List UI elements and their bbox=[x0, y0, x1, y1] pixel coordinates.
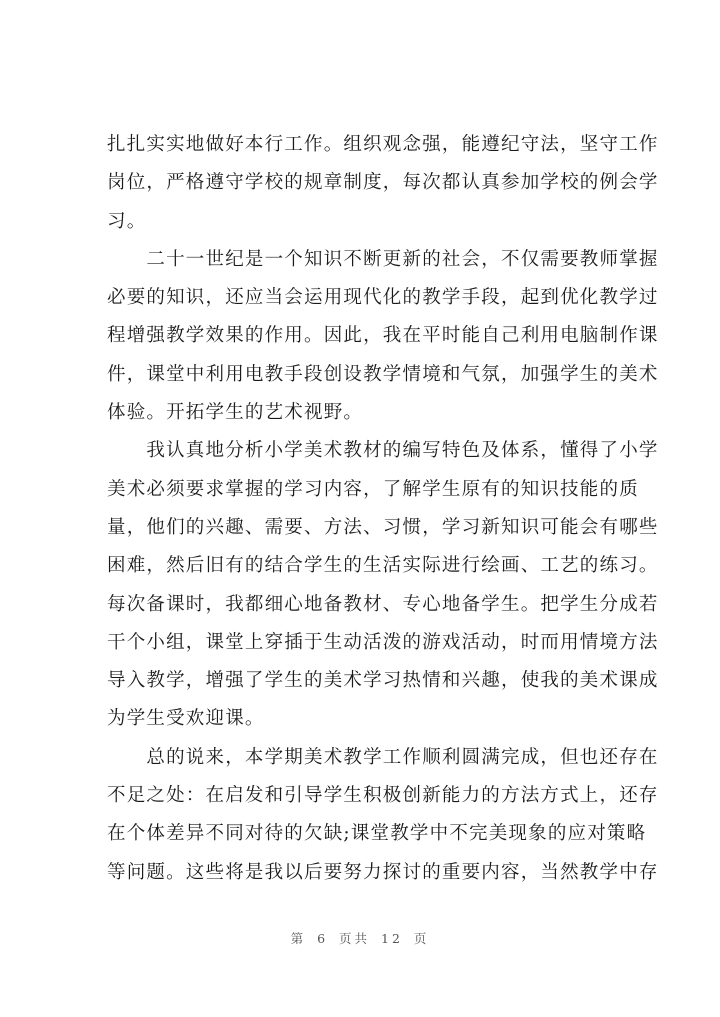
text-line: 导入教学，增强了学生的美术学习热情和兴趣，使我的美术课成 bbox=[107, 670, 659, 692]
footer-current-page: 6 bbox=[317, 931, 329, 946]
text-line: 岗位，严格遵守学校的规章制度，每次都认真参加学校的例会学 bbox=[107, 172, 659, 194]
text-line: 总的说来，本学期美术教学工作顺利圆满完成，但也还存在 bbox=[107, 746, 659, 768]
paragraph-1 bbox=[107, 126, 659, 241]
text-line: 程增强教学效果的作用。因此，我在平时能自己利用电脑制作课 bbox=[107, 325, 659, 347]
text-line: 每次备课时，我都细心地备教材、专心地备学生。把学生分成若 bbox=[107, 593, 659, 615]
text-line: 量，他们的兴趣、需要、方法、习惯，学习新知识可能会有哪些 bbox=[107, 516, 659, 538]
paragraph-2 bbox=[107, 241, 659, 432]
text-line: 为学生受欢迎课。 bbox=[107, 708, 265, 730]
paragraph-4 bbox=[107, 739, 659, 892]
text-line: 困难，然后旧有的结合学生的生活实际进行绘画、工艺的练习。 bbox=[107, 555, 659, 577]
page-footer bbox=[0, 929, 720, 947]
footer-prefix: 第 bbox=[290, 931, 307, 946]
text-line: 必要的知识，还应当会运用现代化的教学手段，起到优化教学过 bbox=[107, 287, 659, 309]
footer-middle: 页共 bbox=[339, 931, 371, 946]
text-line: 等问题。这些将是我以后要努力探讨的重要内容，当然教学中存 bbox=[107, 861, 659, 883]
text-line: 干个小组，课堂上穿插于生动活泼的游戏活动，时而用情境方法 bbox=[107, 631, 659, 653]
text-line: 不足之处：在启发和引导学生积极创新能力的方法方式上，还存 bbox=[107, 785, 659, 807]
text-line: 我认真地分析小学美术教材的编写特色及体系，懂得了小学 bbox=[107, 440, 659, 462]
text-line: 体验。开拓学生的艺术视野。 bbox=[107, 402, 364, 424]
text-line: 扎扎实实地做好本行工作。组织观念强，能遵纪守法，坚守工作 bbox=[107, 134, 659, 155]
text-line: 件，课堂中利用电教手段创设教学情境和气氛，加强学生的美术 bbox=[107, 363, 659, 385]
text-line: 二十一世纪是一个知识不断更新的社会，不仅需要教师掌握 bbox=[107, 248, 659, 270]
text-line: 习。 bbox=[107, 210, 147, 232]
footer-total-pages: 12 bbox=[381, 931, 403, 946]
paragraph-3 bbox=[107, 432, 659, 738]
text-line: 美术必须要求掌握的学习内容，了解学生原有的知识技能的质 bbox=[107, 478, 639, 500]
footer-suffix: 页 bbox=[413, 931, 430, 946]
document-body bbox=[107, 126, 659, 892]
text-line: 在个体差异不同对待的欠缺;课堂教学中不完美现象的应对策略 bbox=[107, 823, 647, 845]
